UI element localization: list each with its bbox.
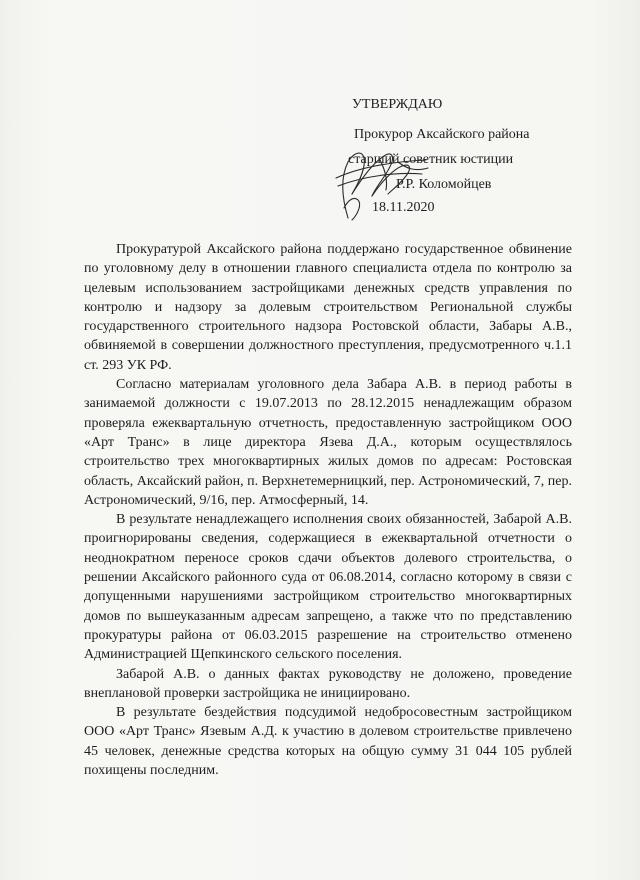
paragraph-5: В результате бездействия подсудимой недобросовестным застройщиком ООО «Арт Транс» Язевым А.Д. к участию в долевом строительстве привлечено 45 человек, денежные средства которых на общую сумму 31 044 105 рублей похищены последним. [84,705,572,779]
paragraph-2: Согласно материалам уголовного дела Забара А.В. в период работы в занимаемой должности с 19.07.2013 по 28.12.2015 ненадлежащим образом проверяла ежеквартальную отчетность, предоставленную застройщиком ООО «Арт Транс» в лице директора Язева Д.А., которым осуществлялось строительство трех многоквартирных жилых домов по адресам: Ростовская область, Аксайский район, п. Верхнетемерницкий, пер. Астрономический, 7, пер. Астрономический, 9/16, пер. Атмосферный, 14. [84,377,572,508]
approval-position: Прокурор Аксайского района [354,127,530,142]
approval-rank: старший советник юстиции [348,152,514,167]
signature-icon [318,138,438,228]
approval-name: Р.Р. Коломойцев [396,177,492,192]
approval-date: 18.11.2020 [372,200,435,215]
paragraph-4: Забарой А.В. о данных фактах руководству не доложено, проведение внеплановой проверки застройщика не инициировано. [84,666,572,701]
paragraph-1: Прокуратурой Аксайского района поддержано государственное обвинение по уголовному делу в отношении главного специалиста отдела по контролю за целевым использованием застройщиками денежных средств управления по контролю и надзору за долевым строительством Региональной службы государственного строительного надзора Ростовской области, Забары А.В., обвиняемой в совершении должностного преступления, предусмотренного ч.1.1 ст. 293 УК РФ. [84,242,572,373]
document-body [84,240,572,780]
paragraph-3: В результате ненадлежащего исполнения своих обязанностей, Забарой А.В. проигнорированы сведения, содержащиеся в ежеквартальной отчетности о неоднократном переносе сроков сдачи объектов долевого строительства, о решении Аксайского районного суда от 06.08.2014, согласно которому в связи с допущенными нарушениями застройщиком строительство многоквартирных домов по вышеуказанным адресам запрещено, а также что по представлению прокуратуры района от 06.03.2015 разрешение на строительство отменено Администрацией Щепкинского сельского поселения. [84,512,572,663]
approval-title: УТВЕРЖДАЮ [352,97,443,112]
